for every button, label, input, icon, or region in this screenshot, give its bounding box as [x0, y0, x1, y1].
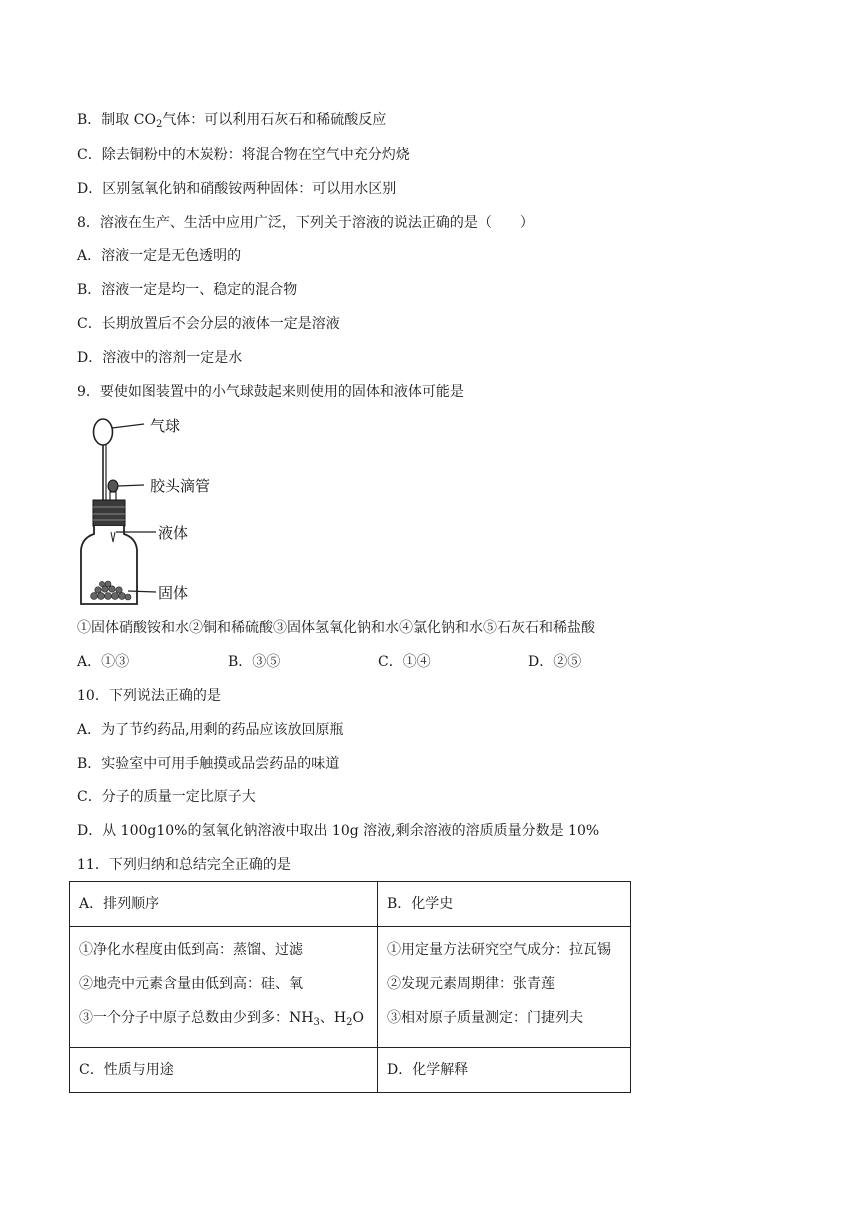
q9-option-d: D．②⑤ — [528, 654, 582, 670]
q7-option-b — [77, 110, 386, 130]
dropper-bulb — [108, 480, 118, 492]
q7-option-d — [77, 179, 396, 199]
q8-option-a: A．溶液一定是无色透明的 — [77, 248, 242, 264]
option-label: D． — [77, 181, 103, 197]
option-text: 制取 CO — [101, 112, 156, 128]
table-row — [70, 927, 631, 1048]
item-text: O — [352, 1010, 364, 1026]
q10-option-d: D．从 100g10%的氢氧化钠溶液中取出 10g 溶液,剩余溶液的溶质质量分数是 10% — [77, 823, 600, 839]
cell-d-head: D．化学解释 — [378, 1048, 631, 1093]
item-text: ③一个分子中原子总数由少到多：NH — [79, 1010, 314, 1026]
q8-option-b: B．溶液一定是均一、稳定的混合物 — [77, 282, 298, 298]
q9-option-c: C．①④ — [378, 654, 431, 670]
q11-stem: 11．下列归纳和总结完全正确的是 — [77, 857, 291, 873]
label-solid: 固体 — [158, 584, 189, 602]
cell-b-body — [378, 927, 631, 1048]
q7-option-c — [77, 145, 410, 165]
balloon-shape — [94, 419, 113, 445]
q9-stem: 9．要使如图装置中的小气球鼓起来则使用的固体和液体可能是 — [77, 384, 464, 400]
list-item: ①用定量方法研究空气成分：拉瓦锡 — [387, 942, 611, 958]
list-item — [79, 1001, 377, 1035]
option-text: 除去铜粉中的木炭粉：将混合物在空气中充分灼烧 — [101, 147, 410, 163]
cell-a-body — [70, 927, 378, 1048]
option-text: 气体：可以利用石灰石和稀硫酸反应 — [162, 112, 387, 128]
label-dropper: 胶头滴管 — [150, 477, 211, 495]
q10-option-b: B．实验室中可用手触摸或品尝药品的味道 — [77, 756, 340, 772]
label-balloon: 气球 — [150, 417, 181, 435]
rubber-stopper — [93, 500, 125, 526]
list-item: ③相对原子质量测定：门捷列夫 — [387, 1010, 583, 1026]
q10-stem: 10．下列说法正确的是 — [77, 688, 221, 704]
subscript: 3 — [313, 1017, 320, 1028]
apparatus-diagram — [76, 404, 246, 614]
apparatus-figure — [76, 404, 246, 614]
cell-a-head: A．排列顺序 — [70, 882, 378, 927]
q8-option-c: C．长期放置后不会分层的液体一定是溶液 — [77, 316, 340, 332]
q9-choices: ①固体硝酸铵和水②铜和稀硫酸③固体氢氧化钠和水④氯化钠和水⑤石灰石和稀盐酸 — [77, 620, 595, 636]
cell-c-head: C．性质与用途 — [70, 1048, 378, 1093]
flask — [81, 526, 137, 604]
list-item: ①净化水程度由低到高：蒸馏、过滤 — [79, 942, 303, 958]
option-label: B． — [77, 112, 102, 128]
q9-option-a: A．①③ — [77, 654, 130, 670]
option-label: C． — [77, 147, 102, 163]
cell-b-head: B．化学史 — [378, 882, 631, 927]
summary-table — [69, 881, 631, 1093]
q10-option-c: C．分子的质量一定比原子大 — [77, 789, 256, 805]
q8-stem: 8．溶液在生产、生活中应用广泛，下列关于溶液的说法正确的是（ ） — [77, 215, 534, 231]
item-text: 、H — [319, 1010, 347, 1026]
subscript: 2 — [346, 1017, 353, 1028]
list-item: ②地壳中元素含量由低到高：硅、氧 — [79, 976, 303, 992]
option-text: 区别氢氧化钠和硝酸铵两种固体：可以用水区别 — [102, 181, 397, 197]
label-liquid: 液体 — [158, 524, 189, 542]
q9-option-b: B．③⑤ — [228, 654, 281, 670]
list-item: ②发现元素周期律：张青莲 — [387, 976, 555, 992]
subscript: 2 — [155, 119, 163, 130]
table-row — [70, 882, 631, 927]
q10-option-a: A．为了节约药品,用剩的药品应该放回原瓶 — [77, 722, 344, 738]
table-row — [70, 1048, 631, 1093]
q8-option-d: D．溶液中的溶剂一定是水 — [77, 350, 243, 366]
